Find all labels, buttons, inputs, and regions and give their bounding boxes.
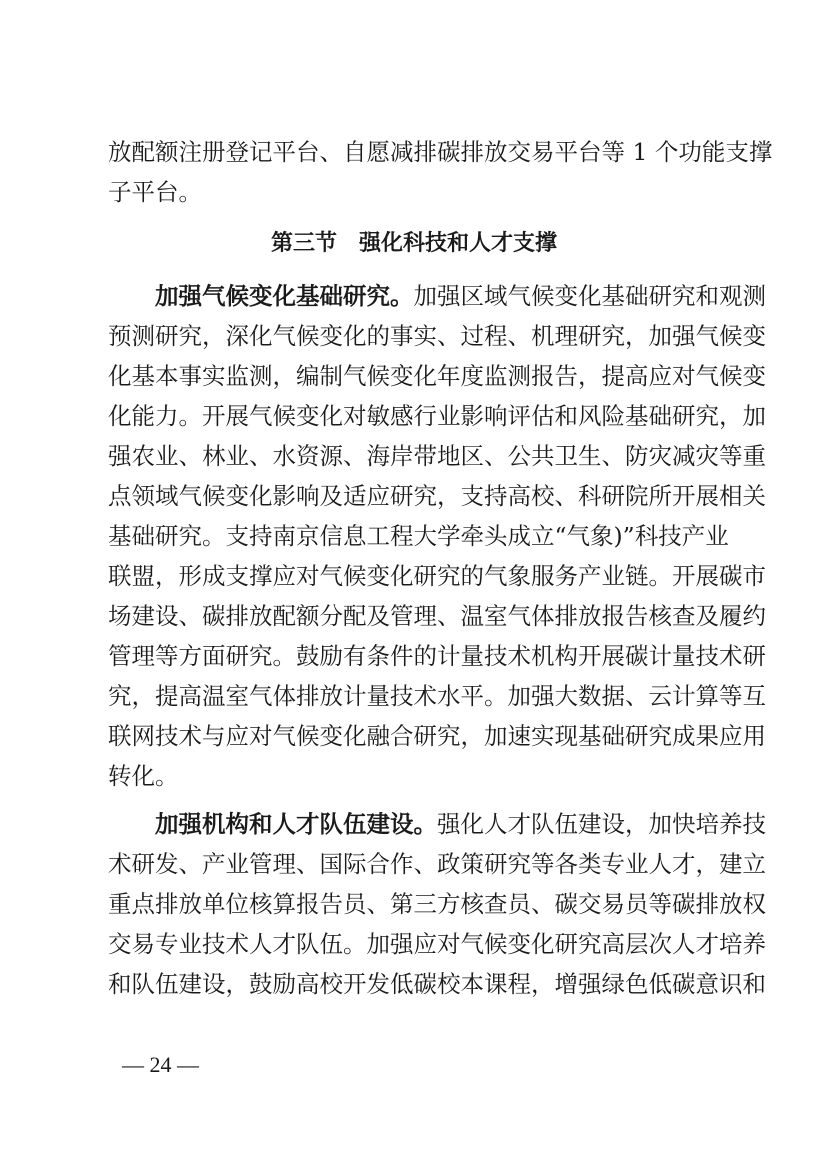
intro-paragraph — [108, 132, 773, 212]
page-body — [108, 132, 773, 1012]
page-number: — 24 — — [122, 1052, 199, 1077]
text-line: 重点排放单位核算报告员、第三方核查员、碳交易员等碳排放权 — [108, 890, 766, 918]
text-line: 和队伍建设，鼓励高校开发低碳校本课程，增强绿色低碳意识和 — [108, 970, 766, 998]
paragraph-talent-building — [108, 804, 766, 1004]
text-fragment: 强化人才队伍建设，加快培养技 — [437, 810, 766, 838]
text-line — [108, 276, 766, 316]
text-line: 点领域气候变化影响及适应研究，支持高校、科研院所开展相关 — [108, 482, 766, 510]
text-line: 管理等方面研究。鼓励有条件的计量技术机构开展碳计量技术研 — [108, 642, 766, 670]
text-line: 术研发、产业管理、国际合作、政策研究等各类专业人才，建立 — [108, 850, 766, 878]
text-line: 子平台。 — [108, 178, 202, 206]
text-line: 化能力。开展气候变化对敏感行业影响评估和风险基础研究，加 — [108, 402, 766, 430]
text-line: 联网技术与应对气候变化融合研究，加速实现基础研究成果应用 — [108, 722, 766, 750]
text-line: 场建设、碳排放配额分配及管理、温室气体排放报告核查及履约 — [108, 602, 766, 630]
section-heading: 第三节 强化科技和人才支撑 — [270, 231, 557, 256]
text-line: 交易专业技术人才队伍。加强应对气候变化研究高层次人才培养 — [108, 930, 766, 958]
text-line — [108, 804, 766, 844]
text-line: 放配额注册登记平台、自愿减排碳排放交易平台等 1 个功能支撑 — [108, 138, 773, 166]
text-line: 转化。 — [108, 762, 179, 790]
text-line: 究，提高温室气体排放计量技术水平。加强大数据、云计算等互 — [108, 682, 766, 710]
text-fragment: 加强区域气候变化基础研究和观测 — [413, 282, 766, 310]
text-line: 化基本事实监测，编制气候变化年度监测报告，提高应对气候变 — [108, 362, 766, 390]
paragraph-climate-research — [108, 276, 766, 796]
text-line: 预测研究，深化气候变化的事实、过程、机理研究，加强气候变 — [108, 322, 766, 350]
text-line: 强农业、林业、水资源、海岸带地区、公共卫生、防灾减灾等重 — [108, 442, 766, 470]
paragraph-lead: 加强机构和人才队伍建设。 — [155, 810, 437, 838]
paragraph-lead: 加强气候变化基础研究。 — [155, 282, 414, 310]
text-line: 联盟，形成支撑应对气候变化研究的气象服务产业链。开展碳市 — [108, 562, 766, 590]
text-line: 基础研究。支持南京信息工程大学牵头成立“气象)”科技产业 — [108, 522, 729, 550]
